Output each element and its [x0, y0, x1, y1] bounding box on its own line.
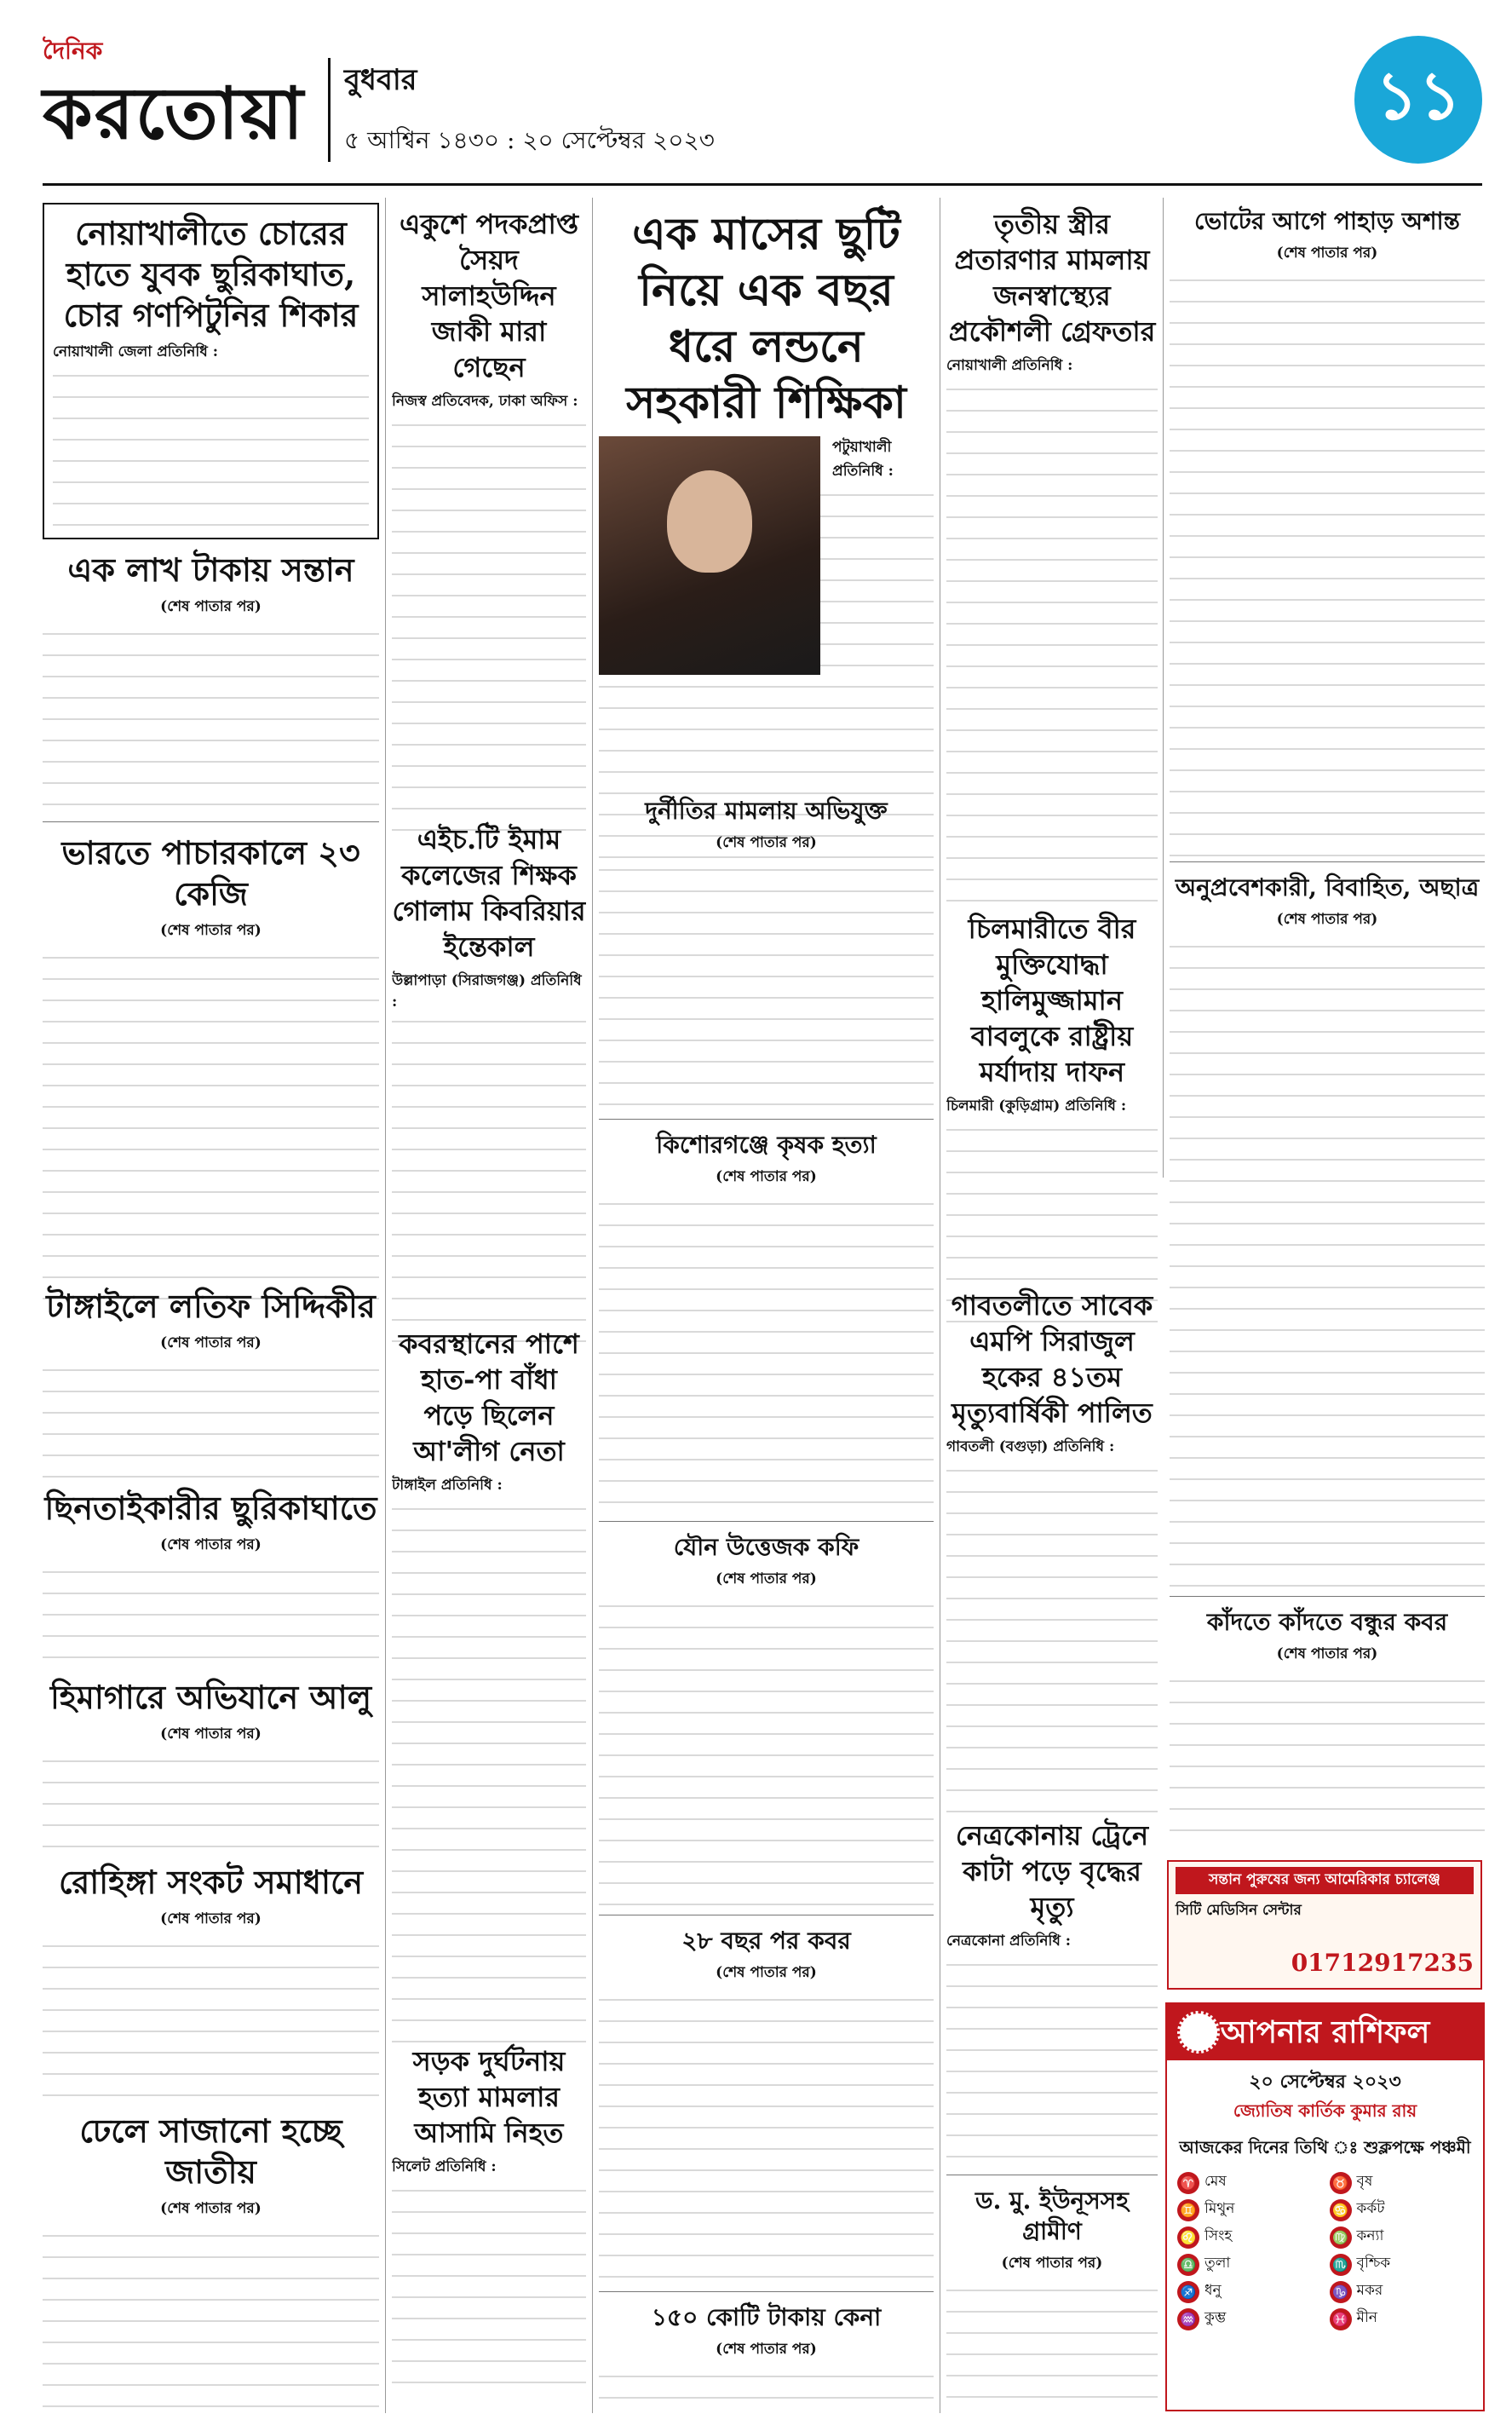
continued-label: (শেষ পাতার পর): [160, 1536, 262, 1553]
zodiac-sign-name: কুম্ভ: [1204, 2309, 1227, 2326]
story-headline: হিমাগারে অভিযানে আলু: [49, 1678, 372, 1716]
continued-label: (শেষ পাতার পর): [716, 1964, 817, 1981]
story-hills-unrest[interactable]: [1170, 206, 1485, 862]
horoscope-tithi: আজকের দিনের তিথি ঃ শুক্লপক্ষে পঞ্চমী: [1179, 2137, 1471, 2157]
story-body: [43, 1750, 379, 1852]
continued-label: (শেষ পাতার পর): [716, 1570, 817, 1587]
zodiac-sign-name: বৃষ: [1356, 2173, 1373, 2190]
column-divider: [1163, 198, 1164, 1178]
story-sirajul-anniversary[interactable]: [946, 1288, 1158, 1807]
story-headline: এক লাখ টাকায় সন্তান: [67, 550, 354, 589]
story-body: [53, 365, 369, 527]
zodiac-sign-name: কর্কট: [1356, 2200, 1385, 2217]
story-body: [946, 1460, 1158, 1817]
story-body: [43, 1359, 379, 1478]
story-headline: এইচ.টি ইমাম কলেজের শিক্ষক গোলাম কিবরিয়ার ইন্তেকাল: [392, 823, 586, 963]
story-headline: অনুপ্রবেশকারী, বিবাহিত, অছাত্র: [1175, 873, 1480, 902]
ad-title: সন্তান পুরুষের জন্য আমেরিকার চ্যালেঞ্জ: [1176, 1867, 1474, 1894]
horoscope-header: [1167, 2004, 1483, 2060]
story-body: [599, 1193, 934, 1517]
continued-label: (শেষ পাতার পর): [1001, 2255, 1103, 2272]
continued-label: (শেষ পাতার পর): [160, 922, 262, 939]
story-body: [946, 1954, 1158, 2167]
story-headline: যৌন উত্তেজক কফি: [673, 1533, 859, 1561]
column-2: [392, 203, 586, 2410]
teacher-photo: [599, 436, 820, 675]
story-teacher-london[interactable]: [599, 206, 934, 786]
horoscope-sign-item: [1330, 2281, 1474, 2303]
zodiac-sign-name: মীন: [1356, 2309, 1377, 2326]
story-body: [599, 2365, 934, 2410]
story-zaki-obituary[interactable]: [392, 206, 586, 811]
story-byline: নোয়াখালী জেলা প্রতিনিধি :: [53, 343, 218, 360]
zodiac-sign-icon: ♉: [1330, 2172, 1352, 2194]
zodiac-sign-name: কন্যা: [1356, 2227, 1384, 2244]
column-3: [599, 203, 934, 2410]
horoscope-title: আপনার রাশিফল: [1220, 2014, 1430, 2050]
story-national-restructure[interactable]: [43, 2111, 379, 2400]
continued-label: (শেষ পাতার পর): [1276, 245, 1378, 262]
story-kibria-obituary[interactable]: [392, 821, 586, 1316]
story-byline: পটুয়াখালী প্রতিনিধি :: [832, 439, 894, 480]
zodiac-sign-name: মকর: [1356, 2282, 1383, 2299]
story-body: [599, 1989, 934, 2287]
story-body: [392, 1498, 586, 2052]
issue-date-block: [328, 58, 924, 162]
story-body: [43, 623, 379, 819]
story-headline: ২৮ বছর পর কবর: [681, 1927, 851, 1955]
story-headline: নোয়াখালীতে চোরের হাতে যুবক ছুরিকাঘাত, চোর গণপিটুনির শিকার: [63, 214, 359, 334]
story-body: [1170, 269, 1485, 857]
story-body: [599, 1595, 934, 1910]
story-train-death[interactable]: [946, 1817, 1158, 2175]
continued-label: (শেষ পাতার পর): [1276, 1645, 1378, 1662]
zodiac-sign-icon: ♏: [1330, 2254, 1352, 2276]
story-byline: উল্লাপাড়া (সিরাজগঞ্জ) প্রতিনিধি :: [392, 972, 582, 1011]
story-headline: কাঁদতে কাঁদতে বন্ধুর কবর: [1206, 1608, 1448, 1636]
zodiac-sign-icon: ♓: [1330, 2308, 1352, 2330]
story-body: [43, 1561, 379, 1668]
story-grave-28-years[interactable]: [599, 1926, 934, 2292]
zodiac-sign-name: মেষ: [1204, 2173, 1227, 2190]
zodiac-sign-icon: ♒: [1177, 2308, 1199, 2330]
story-headline: একুশে পদকপ্রাপ্ত সৈয়দ সালাহউদ্দিন জাকী মারা গেছেন: [399, 208, 579, 383]
zodiac-sign-name: বৃশ্চিক: [1356, 2255, 1391, 2272]
horoscope-sign-item: [1177, 2226, 1321, 2249]
story-headline: কবরস্থানের পাশে হাত-পা বাঁধা পড়ে ছিলেন আ'লীগ নেতা: [399, 1328, 579, 1467]
story-headline: দুর্নীতির মামলায় অভিযুক্ত: [645, 797, 888, 825]
story-byline: গাবতলী (বগুড়া) প্রতিনিধি :: [946, 1438, 1115, 1455]
zodiac-sign-icon: ♎: [1177, 2254, 1199, 2276]
masthead: [43, 24, 1482, 186]
horoscope-box: [1165, 2002, 1485, 2411]
story-headline: এক মাসের ছুটি নিয়ে এক বছর ধরে লন্ডনে সহকারী শিক্ষিকা: [626, 208, 906, 429]
story-headline: ভোটের আগে পাহাড় অশান্ত: [1194, 207, 1460, 235]
story-freedom-fighter-burial[interactable]: [946, 911, 1158, 1277]
horoscope-sign-item: [1330, 2199, 1474, 2221]
horoscope-sign-item: [1330, 2254, 1474, 2276]
ad-clinic-name: সিটি মেডিসিন সেন্টার: [1176, 1902, 1302, 1919]
story-tangail-latif[interactable]: [43, 1286, 379, 1478]
story-byline: নেত্রকোনা প্রতিনিধি :: [946, 1933, 1072, 1950]
continued-label: (শেষ পাতার পর): [160, 1725, 262, 1743]
zodiac-sign-icon: ♈: [1177, 2172, 1199, 2194]
story-tied-leader[interactable]: [392, 1326, 586, 2033]
story-byline: সিলেট প্রতিনিধি :: [392, 2158, 497, 2175]
story-body: [946, 2279, 1158, 2410]
zodiac-sign-icon: ♍: [1330, 2226, 1352, 2249]
continued-label: (শেষ পাতার পর): [716, 1168, 817, 1185]
continued-label: (শেষ পাতার পর): [1276, 911, 1378, 928]
story-body: [599, 859, 934, 1115]
column-1: [43, 203, 379, 2410]
story-headline: তৃতীয় স্ত্রীর প্রতারণার মামলায় জনস্বাস্থ্যের প্রকৌশলী গ্রেফতার: [948, 208, 1156, 348]
story-headline: সড়ক দুর্ঘটনায় হত্যা মামলার আসামি নিহত: [412, 2045, 566, 2149]
zodiac-sign-icon: ♌: [1177, 2226, 1199, 2249]
horoscope-sign-item: [1330, 2226, 1474, 2249]
issue-date: ৫ আশ্বিন ১৪৩০ : ২০ সেপ্টেম্বর ২০২৩: [344, 126, 715, 154]
zodiac-sign-name: তুলা: [1204, 2255, 1231, 2272]
issue-day: বুধবার: [344, 63, 417, 97]
story-headline: ১৫০ কোটি টাকায় কেনা: [651, 2303, 882, 2331]
logo-title: করতোয়া: [43, 71, 305, 155]
logo-prefix: দৈনিক: [43, 37, 103, 65]
zodiac-sign-name: সিংহ: [1204, 2227, 1233, 2244]
story-headline: চিলমারীতে বীর মুক্তিযোদ্ধা হালিমুজ্জামান বাবলুকে রাষ্ট্রীয় মর্যাদায় দাফন: [968, 913, 1136, 1088]
column-4: [946, 203, 1158, 2410]
story-body: [392, 2180, 586, 2393]
story-byline: টাঙ্গাইল প্রতিনিধি :: [392, 1477, 503, 1494]
zodiac-wheel-icon: [1177, 2011, 1220, 2054]
zodiac-sign-name: ধনু: [1204, 2282, 1222, 2299]
continued-label: (শেষ পাতার পর): [716, 2341, 817, 2358]
story-headline: টাঙ্গাইলে লতিফ সিদ্দিকীর: [46, 1287, 376, 1325]
story-headline: কিশোরগঞ্জে কৃষক হত্যা: [656, 1131, 877, 1159]
column-5: [1170, 203, 1485, 1852]
story-engineer-arrest[interactable]: [946, 206, 1158, 901]
story-noakhali-stabbing[interactable]: [43, 203, 379, 539]
story-headline: ছিনতাইকারীর ছুরিকাঘাতে: [44, 1489, 377, 1527]
story-body: [392, 1011, 586, 1351]
story-byline: চিলমারী (কুড়িগ্রাম) প্রতিনিধি :: [946, 1097, 1127, 1115]
story-byline: নোয়াখালী প্রতিনিধি :: [946, 357, 1073, 374]
horoscope-date: ২০ সেপ্টেম্বর ২০২৩: [1249, 2071, 1401, 2093]
story-headline: ড. মু. ইউনূসসহ গ্রামীণ: [975, 2186, 1129, 2245]
column-divider: [385, 198, 386, 2413]
horoscope-sign-item: [1177, 2172, 1321, 2194]
horoscope-sign-item: [1330, 2308, 1474, 2330]
medical-advertisement[interactable]: [1167, 1860, 1482, 1990]
story-corruption-case[interactable]: [599, 796, 934, 1120]
page-number-badge: ১১: [1354, 36, 1482, 164]
story-kishoreganj-farmer[interactable]: [599, 1130, 934, 1522]
zodiac-sign-name: মিথুন: [1204, 2200, 1235, 2217]
story-body: [43, 2225, 379, 2410]
ad-phone-number[interactable]: 01712917235: [1291, 1949, 1474, 1977]
horoscope-signs-grid: [1167, 2163, 1483, 2339]
continued-label: (শেষ পাতার পর): [160, 2200, 262, 2217]
zodiac-sign-icon: ♊: [1177, 2199, 1199, 2221]
story-headline: ঢেলে সাজানো হচ্ছে জাতীয়: [79, 2111, 342, 2191]
horoscope-author: জ্যোতিষ কার্তিক কুমার রায়: [1233, 2100, 1417, 2121]
story-coffee[interactable]: [599, 1532, 934, 1915]
story-india-smuggling[interactable]: [43, 832, 379, 1276]
story-headline: ভারতে পাচারকালে ২৩ কেজি: [61, 833, 360, 913]
continued-label: (শেষ পাতার পর): [160, 1334, 262, 1351]
story-intruder-student[interactable]: [1170, 873, 1485, 1597]
horoscope-sign-item: [1177, 2199, 1321, 2221]
story-rohingya[interactable]: [43, 1862, 379, 2100]
story-body: [392, 414, 586, 840]
story-friend-grave[interactable]: [1170, 1607, 1485, 1846]
story-headline: নেত্রকোনায় ট্রেনে কাটা পড়ে বৃদ্ধের মৃত্যু: [955, 1819, 1149, 1923]
zodiac-sign-icon: ♋: [1330, 2199, 1352, 2221]
story-byline: নিজস্ব প্রতিবেদক, ঢাকা অফিস :: [392, 393, 578, 410]
horoscope-sign-item: [1177, 2308, 1321, 2330]
story-yunus-grameen[interactable]: [946, 2186, 1158, 2407]
continued-label: (শেষ পাতার পর): [716, 834, 817, 851]
column-divider: [592, 198, 593, 2413]
story-body: [1170, 1670, 1485, 1841]
story-cold-storage[interactable]: [43, 1677, 379, 1852]
horoscope-sign-item: [1330, 2172, 1474, 2194]
story-headline: গাবতলীতে সাবেক এমপি সিরাজুল হকের ৪১তম মৃত্যুবার্ষিকী পালিত: [951, 1289, 1153, 1429]
story-body: [43, 947, 379, 1313]
story-road-accident[interactable]: [392, 2043, 586, 2401]
story-150-crore[interactable]: [599, 2302, 934, 2410]
story-body: [946, 378, 1158, 907]
story-body: [1170, 936, 1485, 1592]
story-body: [43, 1935, 379, 2101]
zodiac-sign-icon: ♑: [1330, 2281, 1352, 2303]
horoscope-sign-item: [1177, 2281, 1321, 2303]
story-child-sale[interactable]: [43, 550, 379, 822]
newspaper-logo[interactable]: [43, 32, 305, 177]
story-mugger-stabbing[interactable]: [43, 1488, 379, 1667]
horoscope-sign-item: [1177, 2254, 1321, 2276]
story-headline: রোহিঙ্গা সংকট সমাধানে: [58, 1863, 364, 1901]
continued-label: (শেষ পাতার পর): [160, 1910, 262, 1927]
continued-label: (শেষ পাতার পর): [160, 598, 262, 615]
zodiac-sign-icon: ♐: [1177, 2281, 1199, 2303]
